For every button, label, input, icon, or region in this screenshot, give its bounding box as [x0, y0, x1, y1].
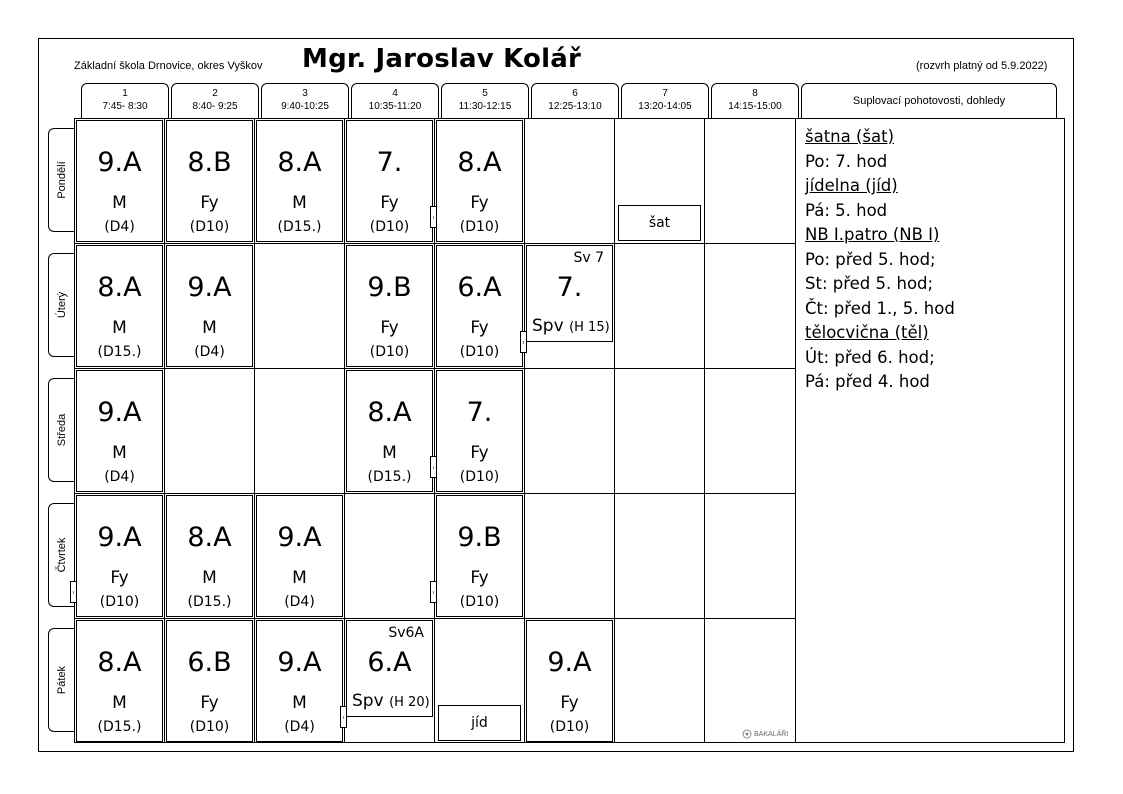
supervision-list — [805, 125, 955, 395]
lesson-class: 8.A — [457, 147, 502, 178]
lesson-class: 9.A — [547, 647, 592, 678]
period-time: 11:30-12:15 — [458, 101, 512, 112]
period-number: 5 — [482, 88, 488, 99]
lesson-room: (D4) — [104, 469, 135, 485]
grid-line — [524, 118, 525, 743]
lesson-class: 9.A — [277, 522, 322, 553]
grid-line — [74, 243, 795, 244]
lesson-class: 9.A — [97, 397, 142, 428]
lesson-subject: M — [112, 193, 127, 213]
period-header-4 — [351, 83, 439, 118]
lesson-class: 8.A — [97, 647, 142, 678]
period-time: 7:45- 8:30 — [102, 101, 148, 112]
substitution-card[interactable] — [526, 245, 613, 342]
lesson-class: 7. — [556, 272, 583, 303]
period-time: 8:40- 9:25 — [192, 101, 238, 112]
lesson-class: 9.B — [367, 272, 412, 303]
period-header-7 — [621, 83, 709, 118]
lesson-card[interactable] — [256, 620, 343, 742]
lesson-subject: Fy — [470, 318, 489, 338]
lesson-subject: M — [112, 443, 127, 463]
lesson-subject: Fy — [380, 193, 399, 213]
lesson-room: (D4) — [284, 719, 315, 735]
supervision-marker — [70, 581, 77, 603]
day-label-tuesday: Úterý — [48, 253, 75, 357]
grid-line — [344, 118, 345, 743]
supervision-marker — [430, 206, 437, 228]
period-time: 9:40-10:25 — [281, 101, 329, 112]
lesson-class: 9.B — [457, 522, 502, 553]
lesson-card[interactable] — [166, 495, 253, 617]
duty-time: Čt: před 1., 5. hod — [805, 298, 955, 318]
lesson-card[interactable] — [76, 370, 163, 492]
lesson-class: 8.B — [187, 147, 232, 178]
lesson-room: (D10) — [189, 219, 230, 235]
period-header-3 — [261, 83, 349, 118]
lesson-room: (D15.) — [97, 719, 142, 735]
lesson-subject: M — [292, 568, 307, 588]
lesson-room: (D10) — [459, 594, 500, 610]
period-number: 6 — [572, 88, 578, 99]
school-name: Základní škola Drnovice, okres Vyškov — [74, 60, 263, 72]
lesson-class: 9.A — [97, 147, 142, 178]
day-label-monday: Pondělí — [48, 128, 75, 232]
period-time: 10:35-11:20 — [368, 101, 422, 112]
lesson-subject: M — [112, 318, 127, 338]
lesson-card[interactable] — [436, 120, 523, 242]
lesson-class: 7. — [376, 147, 403, 178]
period-time: 14:15-15:00 — [728, 101, 782, 112]
grid-line — [74, 493, 795, 494]
lesson-room: (D10) — [459, 344, 500, 360]
duty-place: NB I.patro (NB I) — [805, 225, 940, 244]
lesson-class: 6.A — [367, 647, 412, 678]
duty-time: Pá: před 4. hod — [805, 372, 930, 391]
lesson-subject: M — [382, 443, 397, 463]
supervision-header: Suplovací pohotovosti, dohledy — [801, 83, 1057, 118]
substitution-card[interactable] — [346, 620, 433, 717]
supervision-marker — [520, 331, 527, 353]
lesson-subject: Fy — [560, 693, 579, 713]
lesson-card[interactable] — [346, 245, 433, 367]
lesson-subject: M — [292, 693, 307, 713]
bakalari-logo — [742, 729, 788, 739]
lesson-subject: M — [202, 568, 217, 588]
lesson-subject: M — [112, 693, 127, 713]
lesson-card[interactable] — [436, 245, 523, 367]
grid-line — [704, 118, 705, 743]
lesson-subject: Fy — [200, 693, 219, 713]
lesson-room: (D10) — [369, 344, 410, 360]
lesson-room: (D4) — [284, 594, 315, 610]
lesson-class: 7. — [466, 397, 493, 428]
period-number: 7 — [662, 88, 668, 99]
period-number: 4 — [392, 88, 398, 99]
lesson-subject: Fy — [110, 568, 129, 588]
lesson-room: (D10) — [459, 469, 500, 485]
lesson-room: (D4) — [104, 219, 135, 235]
duty-time: Po: před 5. hod; — [805, 249, 936, 269]
lesson-card[interactable] — [256, 120, 343, 242]
lesson-subject: Fy — [470, 193, 489, 213]
duty-time: Út: před 6. hod; — [805, 347, 935, 367]
lesson-room: (D10) — [189, 719, 230, 735]
lesson-card[interactable] — [346, 370, 433, 492]
day-label-thursday: Čtvrtek — [48, 503, 75, 607]
duty-place: tělocvična (těl) — [805, 323, 929, 342]
duty-place: jídelna (jíd) — [805, 176, 898, 195]
group-label: Sv 7 — [573, 250, 604, 266]
period-header-8 — [711, 83, 799, 118]
lesson-room: (D15.) — [277, 219, 322, 235]
lesson-room: (D10) — [549, 719, 590, 735]
day-label-wednesday: Středa — [48, 378, 75, 482]
lesson-class: 8.A — [187, 522, 232, 553]
lesson-card[interactable] — [166, 620, 253, 742]
lesson-subject: Spv (H 15) — [532, 316, 610, 336]
lesson-room: (D15.) — [187, 594, 232, 610]
lesson-class: 9.A — [187, 272, 232, 303]
duty-time: Po: 7. hod — [805, 151, 888, 171]
lesson-subject: M — [292, 193, 307, 213]
grid-line — [74, 618, 795, 619]
lesson-card[interactable] — [166, 120, 253, 242]
lesson-card[interactable] — [76, 245, 163, 367]
lesson-room: (D10) — [369, 219, 410, 235]
supervision-marker — [430, 581, 437, 603]
grid-line — [74, 368, 795, 369]
lesson-class: 8.A — [277, 147, 322, 178]
lesson-subject: Fy — [470, 568, 489, 588]
bakalari-icon — [742, 729, 752, 739]
lesson-room: (D10) — [459, 219, 500, 235]
period-number: 1 — [122, 88, 128, 99]
teacher-name: Mgr. Jaroslav Kolář — [302, 44, 581, 74]
lesson-card[interactable] — [76, 120, 163, 242]
logo-text: BAKALÁŘI — [754, 730, 789, 738]
lesson-class: 6.A — [457, 272, 502, 303]
lesson-class: 6.B — [187, 647, 232, 678]
period-number: 8 — [752, 88, 758, 99]
grid-line — [164, 118, 165, 743]
lesson-room: (D4) — [194, 344, 225, 360]
lesson-class: 8.A — [367, 397, 412, 428]
day-label-friday: Pátek — [48, 628, 75, 732]
lesson-subject: Fy — [470, 443, 489, 463]
lesson-card[interactable] — [436, 370, 523, 492]
lesson-card[interactable] — [346, 120, 433, 242]
grid-line — [254, 118, 255, 743]
grid-line — [614, 118, 615, 743]
duty-card-satna[interactable]: šat — [618, 205, 701, 241]
lesson-card[interactable] — [76, 495, 163, 617]
period-number: 3 — [302, 88, 308, 99]
period-header-2 — [171, 83, 259, 118]
lesson-class: 9.A — [277, 647, 322, 678]
lesson-card[interactable] — [436, 495, 523, 617]
lesson-subject: Fy — [200, 193, 219, 213]
duty-card-jidelna[interactable]: jíd — [438, 705, 521, 741]
lesson-card[interactable] — [166, 245, 253, 367]
duty-place: šatna (šat) — [805, 127, 895, 146]
period-header-6 — [531, 83, 619, 118]
period-header-5 — [441, 83, 529, 118]
period-time: 12:25-13:10 — [548, 101, 602, 112]
group-label: Sv6A — [388, 625, 424, 641]
valid-from: (rozvrh platný od 5.9.2022) — [916, 60, 1048, 72]
duty-time: Pá: 5. hod — [805, 200, 888, 220]
supervision-marker — [430, 456, 437, 478]
lesson-room: (D15.) — [97, 344, 142, 360]
lesson-class: 9.A — [97, 522, 142, 553]
grid-line — [795, 118, 796, 743]
lesson-card[interactable] — [526, 620, 613, 742]
period-time: 13:20-14:05 — [638, 101, 692, 112]
duty-time: St: před 5. hod; — [805, 274, 934, 293]
lesson-card[interactable] — [76, 620, 163, 742]
lesson-class: 8.A — [97, 272, 142, 303]
supervision-marker — [340, 706, 347, 728]
lesson-subject: M — [202, 318, 217, 338]
lesson-room: (D10) — [99, 594, 140, 610]
lesson-subject: Spv (H 20) — [352, 691, 430, 711]
period-header-1 — [81, 83, 169, 118]
lesson-subject: Fy — [380, 318, 399, 338]
lesson-room: (D15.) — [367, 469, 412, 485]
period-number: 2 — [212, 88, 218, 99]
lesson-card[interactable] — [256, 495, 343, 617]
